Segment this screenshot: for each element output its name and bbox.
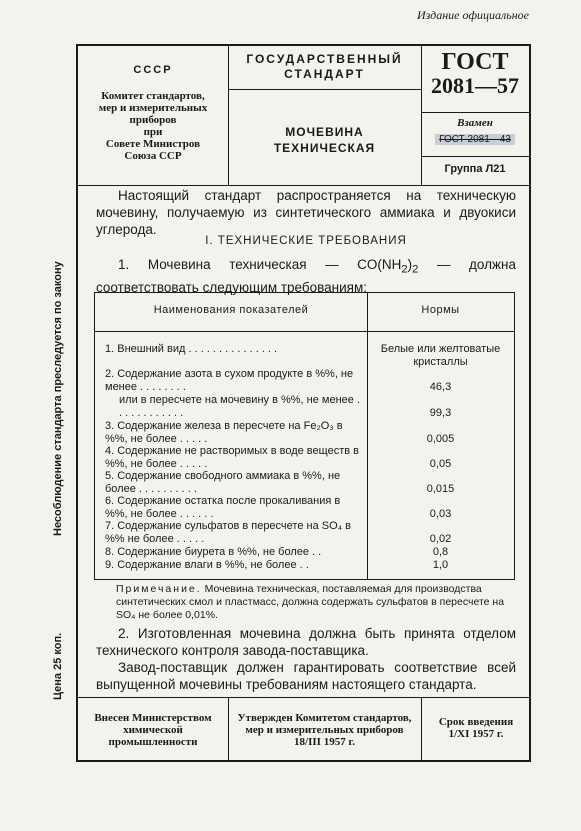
table-value: 99,3 — [429, 407, 452, 419]
instead-label: Взамен — [457, 117, 493, 129]
table-row: 9. Содержание влаги в %%, не более . . — [105, 559, 309, 571]
clause-1: 1. Мочевина техническая — $CO(NH_2)_2$ — должна соответствовать следующим требованиям: — [96, 257, 516, 295]
table-row: 4. Содержание не растворимых в воде веществ в %%, не более . . . . . — [105, 445, 359, 470]
standard-type: ГОСУДАРСТВЕННЫЙ СТАНДАРТ — [246, 52, 403, 81]
table-row: или в пересчете на мочевину в %%, не менее . . . . . . . . . . . . — [119, 394, 361, 419]
table-row: 3. Содержание железа в пересчете на Fe₂O₃ в %%, не более . . . . . — [105, 420, 343, 445]
approved-by: Утвержден Комитетом стандартов, мер и измерительных приборов 18/III 1957 г. — [228, 698, 422, 761]
designation-column — [421, 46, 529, 185]
table-value: 0,015 — [426, 483, 455, 495]
divider — [228, 89, 421, 90]
table-value: 0,8 — [432, 546, 449, 558]
section-title: I. ТЕХНИЧЕСКИЕ ТРЕБОВАНИЯ — [205, 235, 407, 247]
table-value: 0,005 — [426, 433, 455, 445]
title-column — [228, 46, 422, 185]
table-row: 8. Содержание биурета в %%, не более . . — [105, 546, 322, 558]
table-row: 2. Содержание азота в сухом продукте в %%, не менее . . . . . . . . — [105, 368, 354, 393]
table-row: 6. Содержание остатка после прокаливания в %%, не более . . . . . . — [105, 495, 341, 520]
introduced-by: Внесен Министерством химической промышленности — [78, 698, 229, 761]
footer-block — [78, 697, 529, 763]
price-label: Цена 25 коп. — [52, 632, 64, 700]
edition-label: Издание официальное — [416, 8, 529, 22]
table-value: 0,05 — [429, 458, 452, 470]
country-label: СССР — [133, 64, 173, 76]
column-header-norm: Нормы — [421, 304, 460, 316]
clause-2: 2. Изготовленная мочевина должна быть принята отделом технического контроля завода-поставщика. — [96, 626, 516, 658]
effective-date: Срок введения 1/XI 1957 г. — [438, 716, 514, 740]
intro-paragraph: Настоящий стандарт распространяется на техническую мочевину, получаемую из синтетического аммиака и двуокиси углерода. — [96, 188, 516, 237]
requirements-table — [94, 292, 515, 580]
table-value: 0,02 — [429, 533, 452, 545]
gost-number: 2081—57 — [431, 73, 519, 98]
clause-3: Завод-поставщик должен гарантировать соответствие всей выпущенной мочевины требованиям настоящего стандарта. — [96, 660, 516, 692]
header-block — [78, 46, 529, 186]
committee-label: Комитет стандартов, мер и измерительных приборов при Совете Министров Союза ССР — [98, 90, 208, 162]
prosecution-notice: Несоблюдение стандарта преследуется по закону — [52, 261, 64, 536]
table-value: Белые или желтоватые кристаллы — [380, 343, 501, 368]
gost-label: ГОСТ — [441, 49, 509, 75]
table-row: 1. Внешний вид . . . . . . . . . . . . . . . — [105, 343, 278, 355]
document-title: МОЧЕВИНА ТЕХНИЧЕСКАЯ — [273, 125, 376, 155]
table-value: 0,03 — [429, 508, 452, 520]
table-value: 46,3 — [429, 381, 452, 393]
table-value: 1,0 — [432, 559, 449, 571]
replaced-standard: ГОСТ 2081—43 — [435, 134, 515, 145]
group-label: Группа Л21 — [444, 163, 506, 175]
table-row: 7. Содержание сульфатов в пересчете на SO₄ в %% не более . . . . . — [105, 520, 352, 545]
column-header-name: Наименования показателей — [153, 304, 309, 316]
issuer-column — [78, 46, 229, 185]
divider — [421, 156, 529, 157]
table-row: 5. Содержание свободного аммиака в %%, не более . . . . . . . . . . — [105, 470, 341, 495]
table-note: Примечание. Мочевина техническая, поставляемая для производства синтетических смол и пластмасс, должна содержать сульфатов в пересчете на SO₄ не более 0,01%. — [116, 583, 505, 621]
divider — [421, 112, 529, 113]
